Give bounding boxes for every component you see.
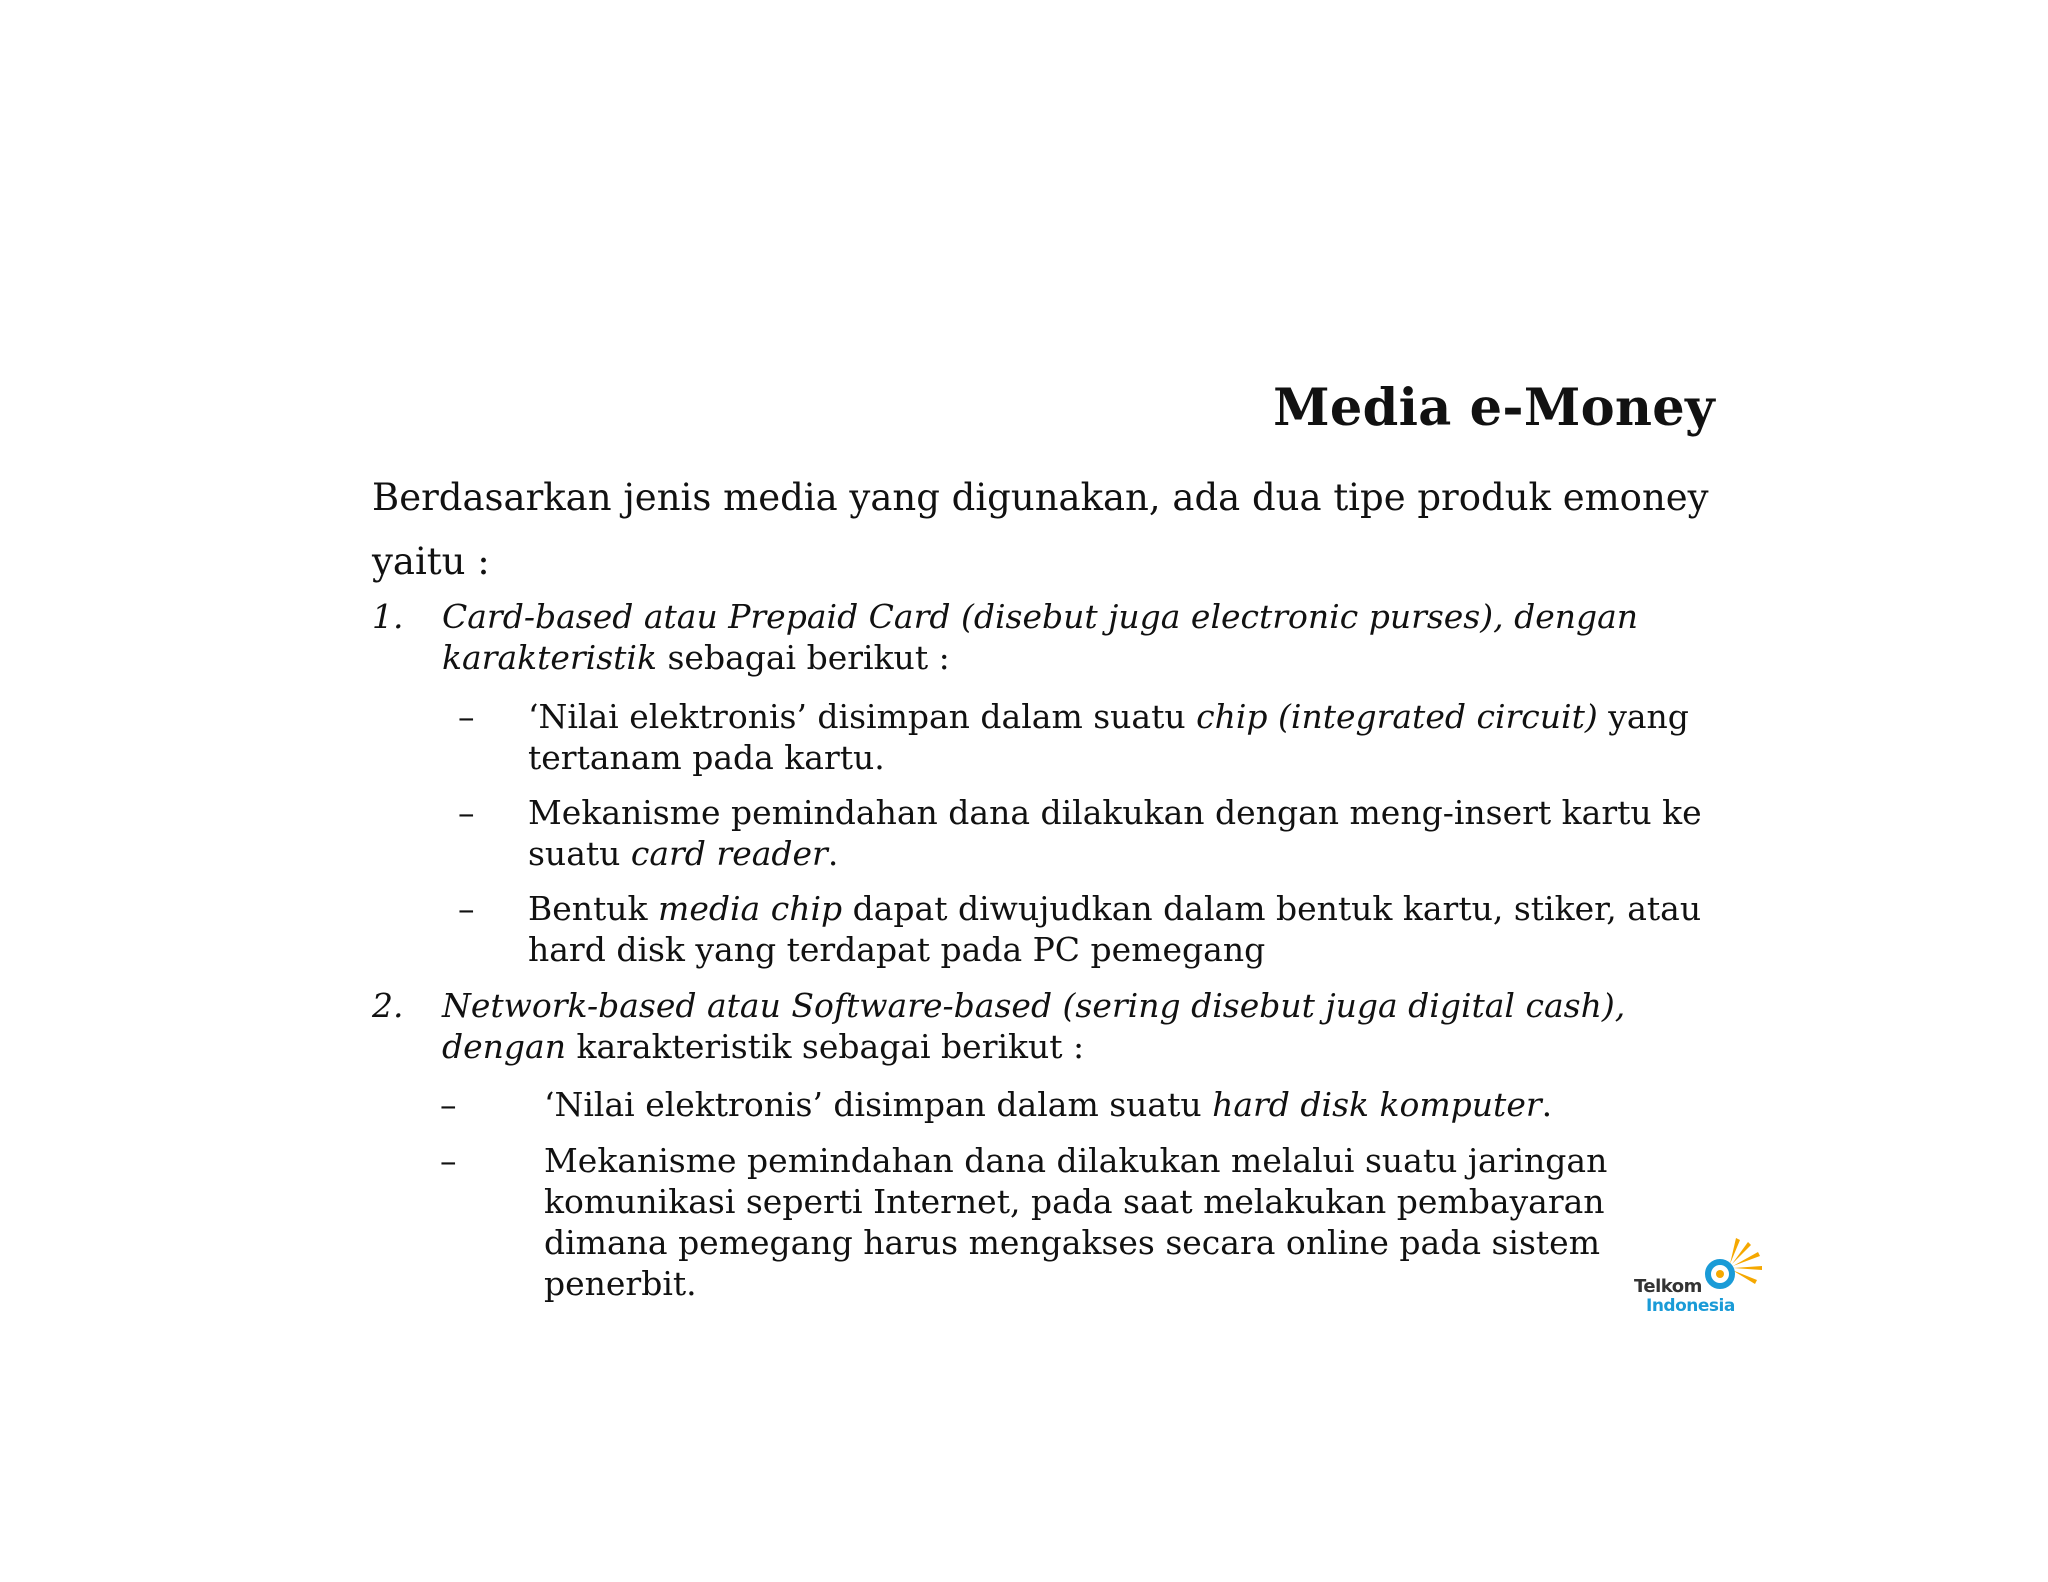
- sub-item-text: [528, 696, 1758, 778]
- list-item-text: [442, 985, 1752, 1067]
- list-item-heading-rest: sebagai berikut :: [656, 638, 950, 677]
- list-number: 2.: [372, 986, 404, 1025]
- list-item-heading-rest: karakteristik sebagai berikut :: [565, 1027, 1085, 1066]
- sub-item-text: [528, 888, 1768, 970]
- sub-item-text-part: .: [1541, 1085, 1553, 1124]
- logo-text-telkom: Telkom: [1634, 1276, 1702, 1297]
- sub-item-text-part: Mekanisme pemindahan dana dilakukan melalui suatu jaringan komunikasi seperti Internet, pada saat melakukan pembayaran dimana pemegang harus mengakses secara online pada sistem penerbit.: [544, 1141, 1608, 1303]
- dash-bullet: –: [458, 793, 475, 832]
- sub-item-text-part: Bentuk: [528, 889, 659, 928]
- list-item-heading-italic: Network-based atau Software-based (sering disebut juga digital cash), dengan: [442, 986, 1626, 1066]
- logo-text-indonesia: Indonesia: [1646, 1296, 1735, 1316]
- sub-item-text-part: .: [827, 834, 839, 873]
- sub-item-text-part: ‘Nilai elektronis’ disimpan dalam suatu: [528, 697, 1197, 736]
- slide-title: Media e-Money: [1273, 378, 1715, 438]
- list-item-heading-italic: Card-based atau Prepaid Card (disebut juga electronic purses), dengan karakteristik: [442, 597, 1639, 677]
- sub-item-2-2: [440, 1140, 1690, 1304]
- dash-bullet: –: [458, 697, 475, 736]
- sub-item-text-italic: media chip: [658, 889, 843, 928]
- telkom-sun-icon: [1702, 1236, 1764, 1292]
- intro-paragraph: Berdasarkan jenis media yang digunakan, ada dua tipe produk emoney yaitu :: [372, 476, 1709, 583]
- sub-item-text-part: ‘Nilai elektronis’ disimpan dalam suatu: [544, 1085, 1213, 1124]
- sub-item-1-1: [458, 696, 1758, 778]
- list-number: 1.: [372, 597, 404, 636]
- dash-bullet: –: [440, 1085, 457, 1124]
- dash-bullet: –: [440, 1141, 457, 1180]
- sub-item-text-italic: chip (integrated circuit): [1196, 697, 1598, 736]
- sub-item-text: [528, 792, 1718, 874]
- sub-item-text: [544, 1084, 1740, 1125]
- sub-item-text-part: yang tertanam pada kartu.: [528, 697, 1689, 777]
- sub-item-1-3: [458, 888, 1768, 970]
- sub-item-2-1: [440, 1084, 1740, 1125]
- list-item-2: [372, 985, 1752, 1067]
- telkom-indonesia-logo: [1634, 1236, 1764, 1316]
- sub-item-text-part: Mekanisme pemindahan dana dilakukan dengan meng-insert kartu ke suatu: [528, 793, 1702, 873]
- dash-bullet: –: [458, 889, 475, 928]
- sub-item-text-italic: hard disk komputer: [1212, 1085, 1542, 1124]
- list-item-text: [442, 596, 1752, 678]
- sub-item-text-italic: card reader: [630, 834, 828, 873]
- sub-item-text: [544, 1140, 1690, 1304]
- list-item-1: [372, 596, 1752, 678]
- sub-item-1-2: [458, 792, 1718, 874]
- sub-item-text-part: dapat diwujudkan dalam bentuk kartu, stiker, atau hard disk yang terdapat pada PC pemegang: [528, 889, 1702, 969]
